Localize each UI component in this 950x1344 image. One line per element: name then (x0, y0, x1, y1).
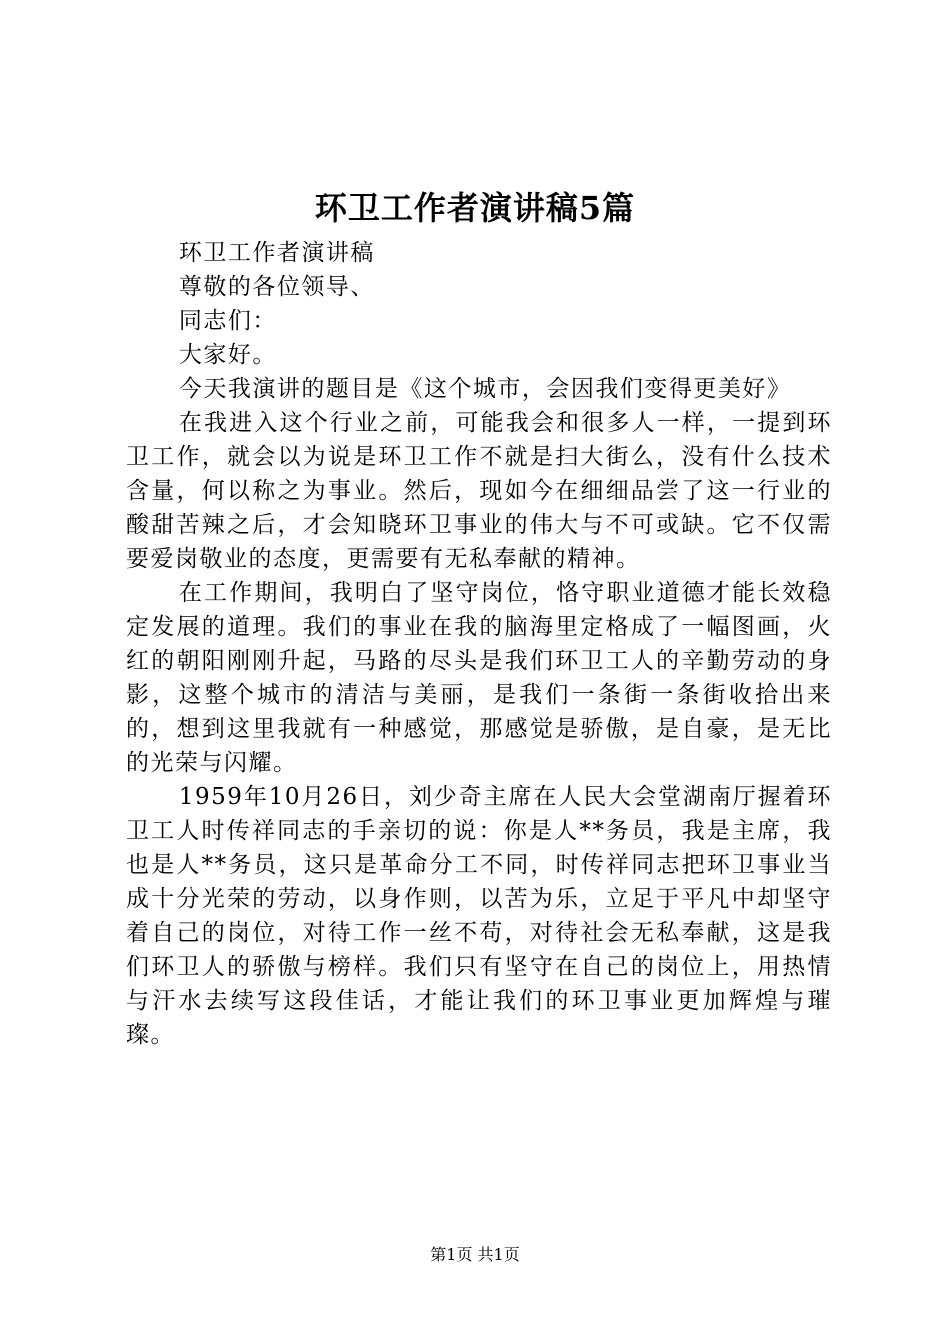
salutation-leaders: 尊敬的各位领导、 (178, 274, 375, 300)
salutation-comrades: 同志们： (178, 308, 277, 334)
body-paragraph: 在我进入这个行业之前，可能我会和很多人一样，一提到环卫工作，就会以为说是环卫工作不就是扫大街么，没有什么技术含量，何以称之为事业。然后，现如今在细细品尝了这一行业的酸甜苦辣之后，才会知晓环卫事业的伟大与不可或缺。它不仅需要爱岗敬业的态度，更需要有无私奉献的精神。 (126, 410, 832, 572)
document-body (126, 236, 832, 1052)
speech-heading: 环卫工作者演讲稿 (178, 240, 375, 266)
document-title: 环卫工作者演讲稿5篇 (314, 189, 636, 227)
greeting: 大家好。 (178, 342, 277, 368)
body-paragraph: 在工作期间，我明白了坚守岗位，恪守职业道德才能长效稳定发展的道理。我们的事业在我的脑海里定格成了一幅图画，火红的朝阳刚刚升起，马路的尽头是我们环卫工人的辛勤劳动的身影，这整个城市的清洁与美丽，是我们一条街一条街收拾出来的，想到这里我就有一种感觉，那感觉是骄傲，是自豪，是无比的光荣与闪耀。 (126, 580, 832, 776)
body-paragraph: 1959年10月26日，刘少奇主席在人民大会堂湖南厅握着环卫工人时传祥同志的手亲切的说：你是人**务员，我是主席，我也是人**务员，这只是革命分工不同，时传祥同志把环卫事业当成十分光荣的劳动，以身作则，以苦为乐，立足于平凡中却坚守着自己的岗位，对待工作一丝不苟，对待社会无私奉献，这是我们环卫人的骄傲与榜样。我们只有坚守在自己的岗位上，用热情与汗水去续写这段佳话，才能让我们的环卫事业更加辉煌与璀璨。 (126, 784, 832, 1048)
page-number: 第1页 共1页 (430, 1245, 520, 1264)
speech-topic: 今天我演讲的题目是《这个城市，会因我们变得更美好》 (178, 376, 792, 402)
